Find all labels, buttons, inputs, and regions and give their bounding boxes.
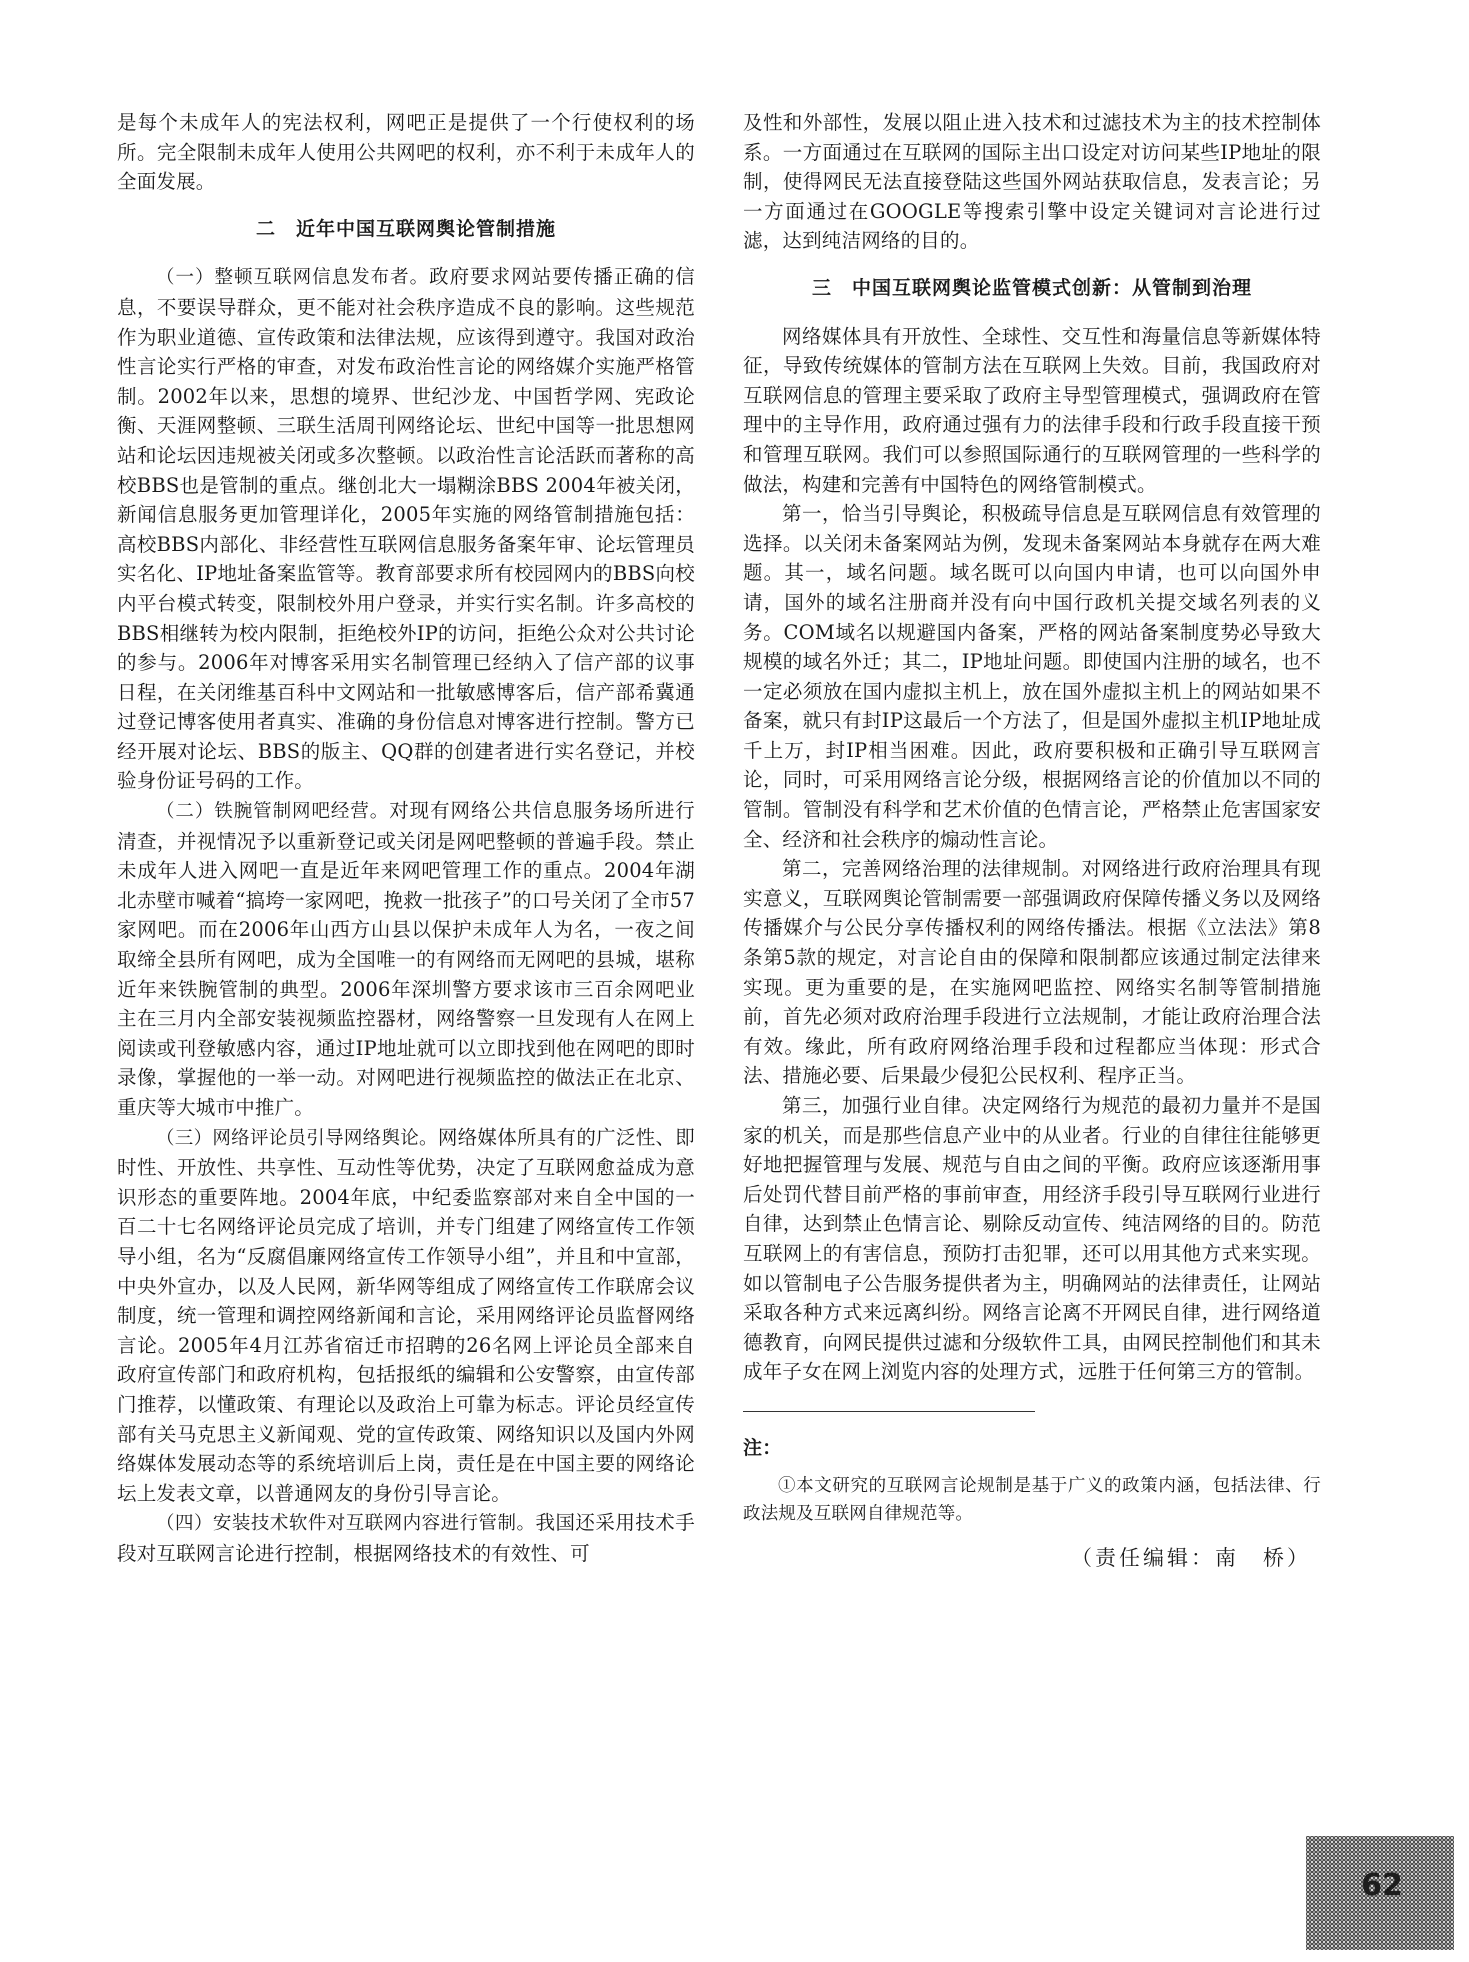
intro-paragraph: 是每个未成年人的宪法权利，网吧正是提供了一个行使权利的场所。完全限制未成年人使用公共网吧的权利，亦不利于未成年人的全面发展。 <box>117 111 695 194</box>
paragraph-online-commentators <box>117 1123 695 1509</box>
paragraph-internet-cafe-control <box>117 796 695 1123</box>
body-rectify-publishers: 政府要求网站要传播正确的信息，不要误导群众，更不能对社会秩序造成不良的影响。这些规范作为职业道德、宣传政策和法律法规，应该得到遵守。我国对政治性言论实行严格的审查，对发布政治性言论的网络媒介实施严格管制。2002年以来，思想的境界、世纪沙龙、中国哲学网、宪政论衡、天涯网整顿、三联生活周刊网络论坛、世纪中国等一批思想网站和论坛因违规被关闭或多次整顿。以政治性言论活跃而著称的高校BBS也是管制的重点。继创北大一塌糊涂BBS 2004年被关闭，新闻信息服务更加管理详化，2005年实施的网络管制措施包括：高校BBS内部化、非经营性互联网信息服务备案年审、论坛管理员实名化、IP地址备案监管等。教育部要求所有校园网内的BBS向校内平台模式转变，限制校外用户登录，并实行实名制。许多高校的BBS相继转为校内限制，拒绝校外IP的访问，拒绝公众对公共讨论的参与。2006年对博客采用实名制管理已经纳入了信产部的议事日程，在关闭维基百科中文网站和一批敏感博客后，信产部希冀通过登记博客使用者真实、准确的身份信息对博客进行控制。警方已经开展对论坛、BBS的版主、QQ群的创建者进行实名登记，并校验身份证号码的工作。 <box>117 265 695 793</box>
subheading-rectify-publishers: （一）整顿互联网信息发布者。 <box>156 267 430 289</box>
subheading-internet-cafe-control: （二）铁腕管制网吧经营。 <box>156 801 390 823</box>
section-3-heading: 三 中国互联网舆论监管模式创新：从管制到治理 <box>811 276 1252 299</box>
paragraph-filtering-software <box>117 1508 695 1568</box>
paragraph-rectify-publishers <box>117 262 695 796</box>
responsible-editor: （责任编辑：南 桥） <box>1071 1545 1311 1570</box>
notes-label: 注： <box>743 1436 782 1459</box>
paragraph-new-media-features: 网络媒体具有开放性、全球性、交互性和海量信息等新媒体特征，导致传统媒体的管制方法在互联网上失效。目前，我国政府对互联网信息的管理主要采取了政府主导型管理模式，强调政府在管理中的主导作用，政府通过强有力的法律手段和行政手段直接干预和管理互联网。我们可以参照国际通行的互联网管理的一些科学的做法，构建和完善有中国特色的网络管制模式。 <box>743 324 1321 496</box>
page-number: 62 <box>1361 1868 1403 1903</box>
notes-divider <box>743 1411 1035 1412</box>
subheading-filtering-software: （四）安装技术软件对互联网内容进行管制。 <box>156 1513 536 1535</box>
paragraph-legal-regulation: 第二，完善网络治理的法律规制。对网络进行政府治理具有现实意义，互联网舆论管制需要一部强调政府保障传播义务以及网络传播媒介与公民分享传播权利的网络传播法。根据《立法法》第8条第5款的规定，对言论自由的保障和限制都应该通过制定法律来实现。更为重要的是，在实施网吧监控、网络实名制等管制措施前，首先必须对政府治理手段进行立法规制，才能让政府治理合法有效。缘此，所有政府网络治理手段和过程都应当体现：形式合法、措施必要、后果最少侵犯公民权利、程序正当。 <box>743 857 1321 1088</box>
body-internet-cafe-control: 对现有网络公共信息服务场所进行清查，并视情况予以重新登记或关闭是网吧整顿的普遍手段。禁止未成年人进入网吧一直是近年来网吧管理工作的重点。2004年湖北赤壁市喊着“搞垮一家网吧，挽救一批孩子”的口号关闭了全市57家网吧。而在2006年山西方山县以保护未成年人为名，一夜之间取缔全县所有网吧，成为全国唯一的有网络而无网吧的县城，堪称近年来铁腕管制的典型。2006年深圳警方要求该市三百余网吧业主在三月内全部安装视频监控器材，网络警察一旦发现有人在网上阅读或刊登敏感内容，通过IP地址就可以立即找到他在网吧的即时录像，掌握他的一举一动。对网吧进行视频监控的做法正在北京、重庆等大城市中推广。 <box>117 799 695 1119</box>
paragraph-guide-opinion: 第一，恰当引导舆论，积极疏导信息是互联网信息有效管理的选择。以关闭未备案网站为例，发现未备案网站本身就存在两大难题。其一，域名问题。域名既可以向国内申请，也可以向国外申请，国外的域名注册商并没有向中国行政机关提交域名列表的义务。COM域名以规避国内备案，严格的网站备案制度势必导致大规模的域名外迁；其二，IP地址问题。即使国内注册的域名，也不一定必须放在国内虚拟主机上，放在国外虚拟主机上的网站如果不备案，就只有封IP这最后一个方法了，但是国外虚拟主机IP地址成千上万，封IP相当困难。因此，政府要积极和正确引导互联网言论，同时，可采用网络言论分级，根据网络言论的价值加以不同的管制。管制没有科学和艺术价值的色情言论，严格禁止危害国家安全、经济和社会秩序的煽动性言论。 <box>743 502 1321 851</box>
footnote-1: ①本文研究的互联网言论规制是基于广义的政策内涵，包括法律、行政法规及互联网自律规范等。 <box>743 1475 1321 1524</box>
body-filtering-software: 我国还采用技术手段对互联网言论进行控制，根据网络技术的有效性、可 <box>117 1511 695 1565</box>
section-2-heading: 二 近年中国互联网舆论管制措施 <box>255 217 556 240</box>
continuation-paragraph: 及性和外部性，发展以阻止进入技术和过滤技术为主的技术控制体系。一方面通过在互联网的国际主出口设定对访问某些IP地址的限制，使得网民无法直接登陆这些国外网站获取信息，发表言论；另一方面通过在GOOGLE等搜索引擎中设定关键词对言论进行过滤，达到纯洁网络的目的。 <box>743 111 1321 253</box>
right-column <box>743 108 1321 1573</box>
paragraph-industry-self-discipline: 第三，加强行业自律。决定网络行为规范的最初力量并不是国家的机关，而是那些信息产业中的从业者。行业的自律往往能够更好地把握管理与发展、规范与自由之间的平衡。政府应该逐渐用事后处罚代替目前严格的事前审查，用经济手段引导互联网行业进行自律，达到禁止色情言论、剔除反动宣传、纯洁网络的目的。防范互联网上的有害信息，预防打击犯罪，还可以用其他方式来实现。如以管制电子公告服务提供者为主，明确网站的法律责任，让网站采取各种方式来远离纠纷。网络言论离不开网民自律，进行网络道德教育，向网民提供过滤和分级软件工具，由网民控制他们和其未成年子女在网上浏览内容的处理方式，远胜于任何第三方的管制。 <box>743 1094 1321 1384</box>
subheading-online-commentators: （三）网络评论员引导网络舆论。 <box>156 1127 438 1149</box>
left-column <box>117 108 695 1569</box>
body-online-commentators: 网络媒体所具有的广泛性、即时性、开放性、共享性、互动性等优势，决定了互联网愈益成为意识形态的重要阵地。2004年底，中纪委监察部对来自全中国的一百二十七名网络评论员完成了培训，并专门组建了网络宣传工作领导小组，名为“反腐倡廉网络宣传工作领导小组”，并且和中宣部，中央外宣办，以及人民网，新华网等组成了网络宣传工作联席会议制度，统一管理和调控网络新闻和言论，采用网络评论员监督网络言论。2005年4月江苏省宿迁市招聘的26名网上评论员全部来自政府宣传部门和政府机构，包括报纸的编辑和公安警察，由宣传部门推荐，以懂政策、有理论以及政治上可靠为标志。评论员经宣传部有关马克思主义新闻观、党的宣传政策、网络知识以及国内外网络媒体发展动态等的系统培训后上岗，责任是在中国主要的网络论坛上发表文章，以普通网友的身份引导言论。 <box>117 1125 695 1505</box>
